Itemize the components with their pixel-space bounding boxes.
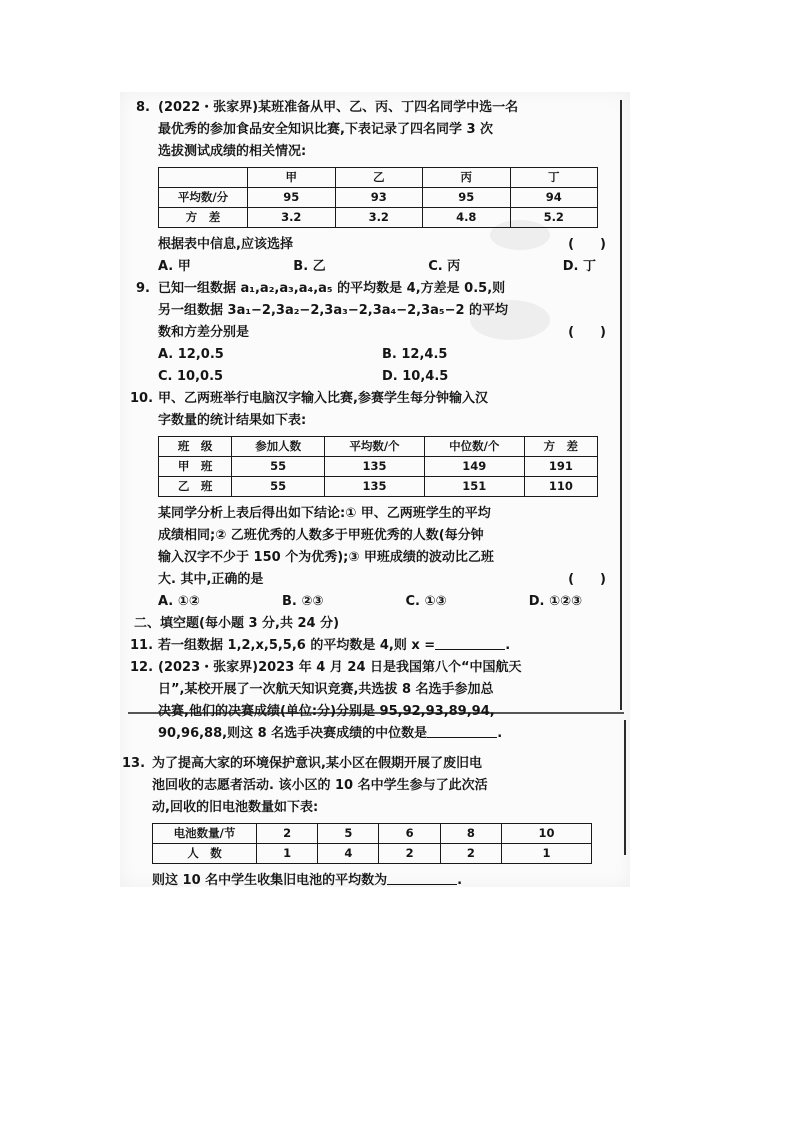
table-cell: 135: [325, 477, 425, 497]
page-edge-line: [624, 720, 626, 855]
table-row: [153, 844, 592, 864]
table-cell: 平均数/个: [325, 437, 425, 457]
option-d: D. 丁: [562, 259, 596, 274]
table-cell: 151: [424, 477, 524, 497]
table-row: [159, 477, 598, 497]
question-text-line: (2023・张家界)2023 年 4 月 24 日是我国第八个“中国航天: [158, 660, 522, 675]
table-cell: 人 数: [153, 844, 257, 864]
question-8: [136, 97, 606, 278]
option-c: C. ①③: [405, 594, 447, 609]
table-cell: 110: [524, 477, 597, 497]
q8-score-table: [158, 167, 598, 228]
question-text-line: 90,96,88,则这 8 名选手决赛成绩的中位数是 .: [158, 723, 606, 745]
question-number: 11.: [130, 638, 154, 653]
question-text-line: 日”,某校开展了一次航天知识竞赛,共选拔 8 名选手参加总: [158, 682, 494, 697]
table-cell: 3.2: [248, 208, 336, 228]
table-cell: 5.2: [510, 208, 598, 228]
table-cell: 95: [248, 188, 336, 208]
question-text-line: 若一组数据 1,2,x,5,5,6 的平均数是 4,则 x = .: [158, 635, 606, 657]
table-cell: 95: [423, 188, 511, 208]
question-text-line: 已知一组数据 a₁,a₂,a₃,a₄,a₅ 的平均数是 4,方差是 0.5,则: [158, 281, 506, 296]
question-text-line: 最优秀的参加食品安全知识比赛,下表记录了四名同学 3 次: [158, 122, 494, 137]
question-text-line: 甲、乙两班举行电脑汉字输入比赛,参赛学生每分钟输入汉: [158, 391, 488, 406]
table-cell: 94: [510, 188, 598, 208]
question-text-line: 池回收的志愿者活动. 该小区的 10 名中学生参与了此次活: [152, 778, 488, 793]
table-cell: 乙: [335, 168, 423, 188]
table-cell: 电池数量/节: [153, 824, 257, 844]
table-cell: 4: [318, 844, 379, 864]
table-cell: 55: [232, 477, 325, 497]
question-text-line: 决赛,他们的决赛成绩(单位:分)分别是 95,92,93,89,94,: [158, 704, 495, 719]
table-header-row: [153, 824, 592, 844]
answer-bracket: ( ): [568, 572, 606, 587]
question-number: 8.: [136, 100, 150, 115]
option-b: B. ②③: [281, 594, 324, 609]
option-b: B. 乙: [293, 259, 326, 274]
table-cell: 中位数/个: [424, 437, 524, 457]
table-header-row: [159, 168, 598, 188]
table-cell: 乙 班: [159, 477, 232, 497]
answer-options: [158, 591, 606, 613]
table-cell: 10: [501, 824, 591, 844]
question-number: 9.: [136, 281, 150, 296]
option-c: C. 丙: [428, 259, 461, 274]
question-text-line: 数和方差分别是 ( ): [158, 322, 606, 344]
question-10: [130, 388, 606, 613]
question-text-line: 另一组数据 3a₁−2,3a₂−2,3a₃−2,3a₄−2,3a₅−2 的平均: [158, 303, 509, 318]
table-cell: 2: [440, 844, 501, 864]
answer-options: [158, 344, 606, 388]
option-a: A. 甲: [158, 259, 191, 274]
question-number: 10.: [130, 391, 154, 406]
question-12: [130, 657, 606, 745]
question-text-line: 则这 10 名中学生收集旧电池的平均数为 .: [152, 870, 606, 892]
question-9: [136, 278, 606, 388]
table-cell: 甲 班: [159, 457, 232, 477]
question-11: [130, 635, 606, 657]
question-prompt: 根据表中信息,应该选择 ( ): [158, 234, 606, 256]
table-cell: 135: [325, 457, 425, 477]
table-cell: 方 差: [524, 437, 597, 457]
page-edge-line: [620, 100, 622, 710]
table-cell: 6: [379, 824, 440, 844]
table-cell: 2: [257, 824, 318, 844]
table-cell: 参加人数: [232, 437, 325, 457]
question-text-line: 输入汉字不少于 150 个为优秀);③ 甲班成绩的波动比乙班: [158, 550, 494, 565]
table-cell: 93: [335, 188, 423, 208]
answer-bracket: ( ): [568, 325, 606, 340]
table-cell: 4.8: [423, 208, 511, 228]
answer-bracket: ( ): [568, 237, 606, 252]
option-a: A. 12,0.5: [158, 347, 224, 362]
table-cell: 2: [379, 844, 440, 864]
question-13: [122, 753, 606, 892]
question-text-line: 选拔测试成绩的相关情况:: [158, 144, 307, 159]
table-row: [159, 457, 598, 477]
exam-content: [122, 97, 606, 892]
table-cell: 平均数/分: [159, 188, 248, 208]
section-title: 二、填空题(每小题 3 分,共 24 分): [134, 616, 340, 631]
answer-blank[interactable]: [387, 870, 457, 885]
question-number: 12.: [130, 660, 154, 675]
q10-stats-table: [158, 436, 598, 497]
table-row: [159, 208, 598, 228]
table-cell: 55: [232, 457, 325, 477]
answer-options: [158, 256, 606, 278]
question-text-line: 为了提高大家的环境保护意识,某小区在假期开展了废旧电: [152, 756, 482, 771]
option-d: D. ①②③: [528, 594, 582, 609]
table-cell: 方 差: [159, 208, 248, 228]
table-cell: 191: [524, 457, 597, 477]
table-cell: 5: [318, 824, 379, 844]
table-cell: 8: [440, 824, 501, 844]
option-c: C. 10,0.5: [158, 369, 224, 384]
option-b: B. 12,4.5: [382, 347, 448, 362]
question-text-line: 动,回收的旧电池数量如下表:: [152, 800, 319, 815]
question-text-line: 某同学分析上表后得出如下结论:① 甲、乙两班学生的平均: [158, 506, 491, 521]
question-text-line: 字数量的统计结果如下表:: [158, 413, 307, 428]
question-text-line: 大. 其中,正确的是 ( ): [158, 569, 606, 591]
question-text-line: (2022・张家界)某班准备从甲、乙、丙、丁四名同学中选一名: [158, 100, 519, 115]
answer-blank[interactable]: [435, 635, 505, 650]
option-a: A. ①②: [158, 594, 200, 609]
table-cell: 149: [424, 457, 524, 477]
table-cell: 3.2: [335, 208, 423, 228]
question-text-line: 成绩相同;② 乙班优秀的人数多于甲班优秀的人数(每分钟: [158, 528, 484, 543]
q13-battery-table: [152, 823, 592, 864]
table-header-row: [159, 437, 598, 457]
table-cell: 1: [501, 844, 591, 864]
table-cell: 1: [257, 844, 318, 864]
question-number: 13.: [122, 756, 146, 771]
table-cell: [159, 168, 248, 188]
table-cell: 甲: [248, 168, 336, 188]
answer-blank[interactable]: [427, 723, 497, 738]
table-row: [159, 188, 598, 208]
option-d: D. 10,4.5: [382, 369, 449, 384]
table-cell: 丙: [423, 168, 511, 188]
table-cell: 丁: [510, 168, 598, 188]
table-cell: 班 级: [159, 437, 232, 457]
